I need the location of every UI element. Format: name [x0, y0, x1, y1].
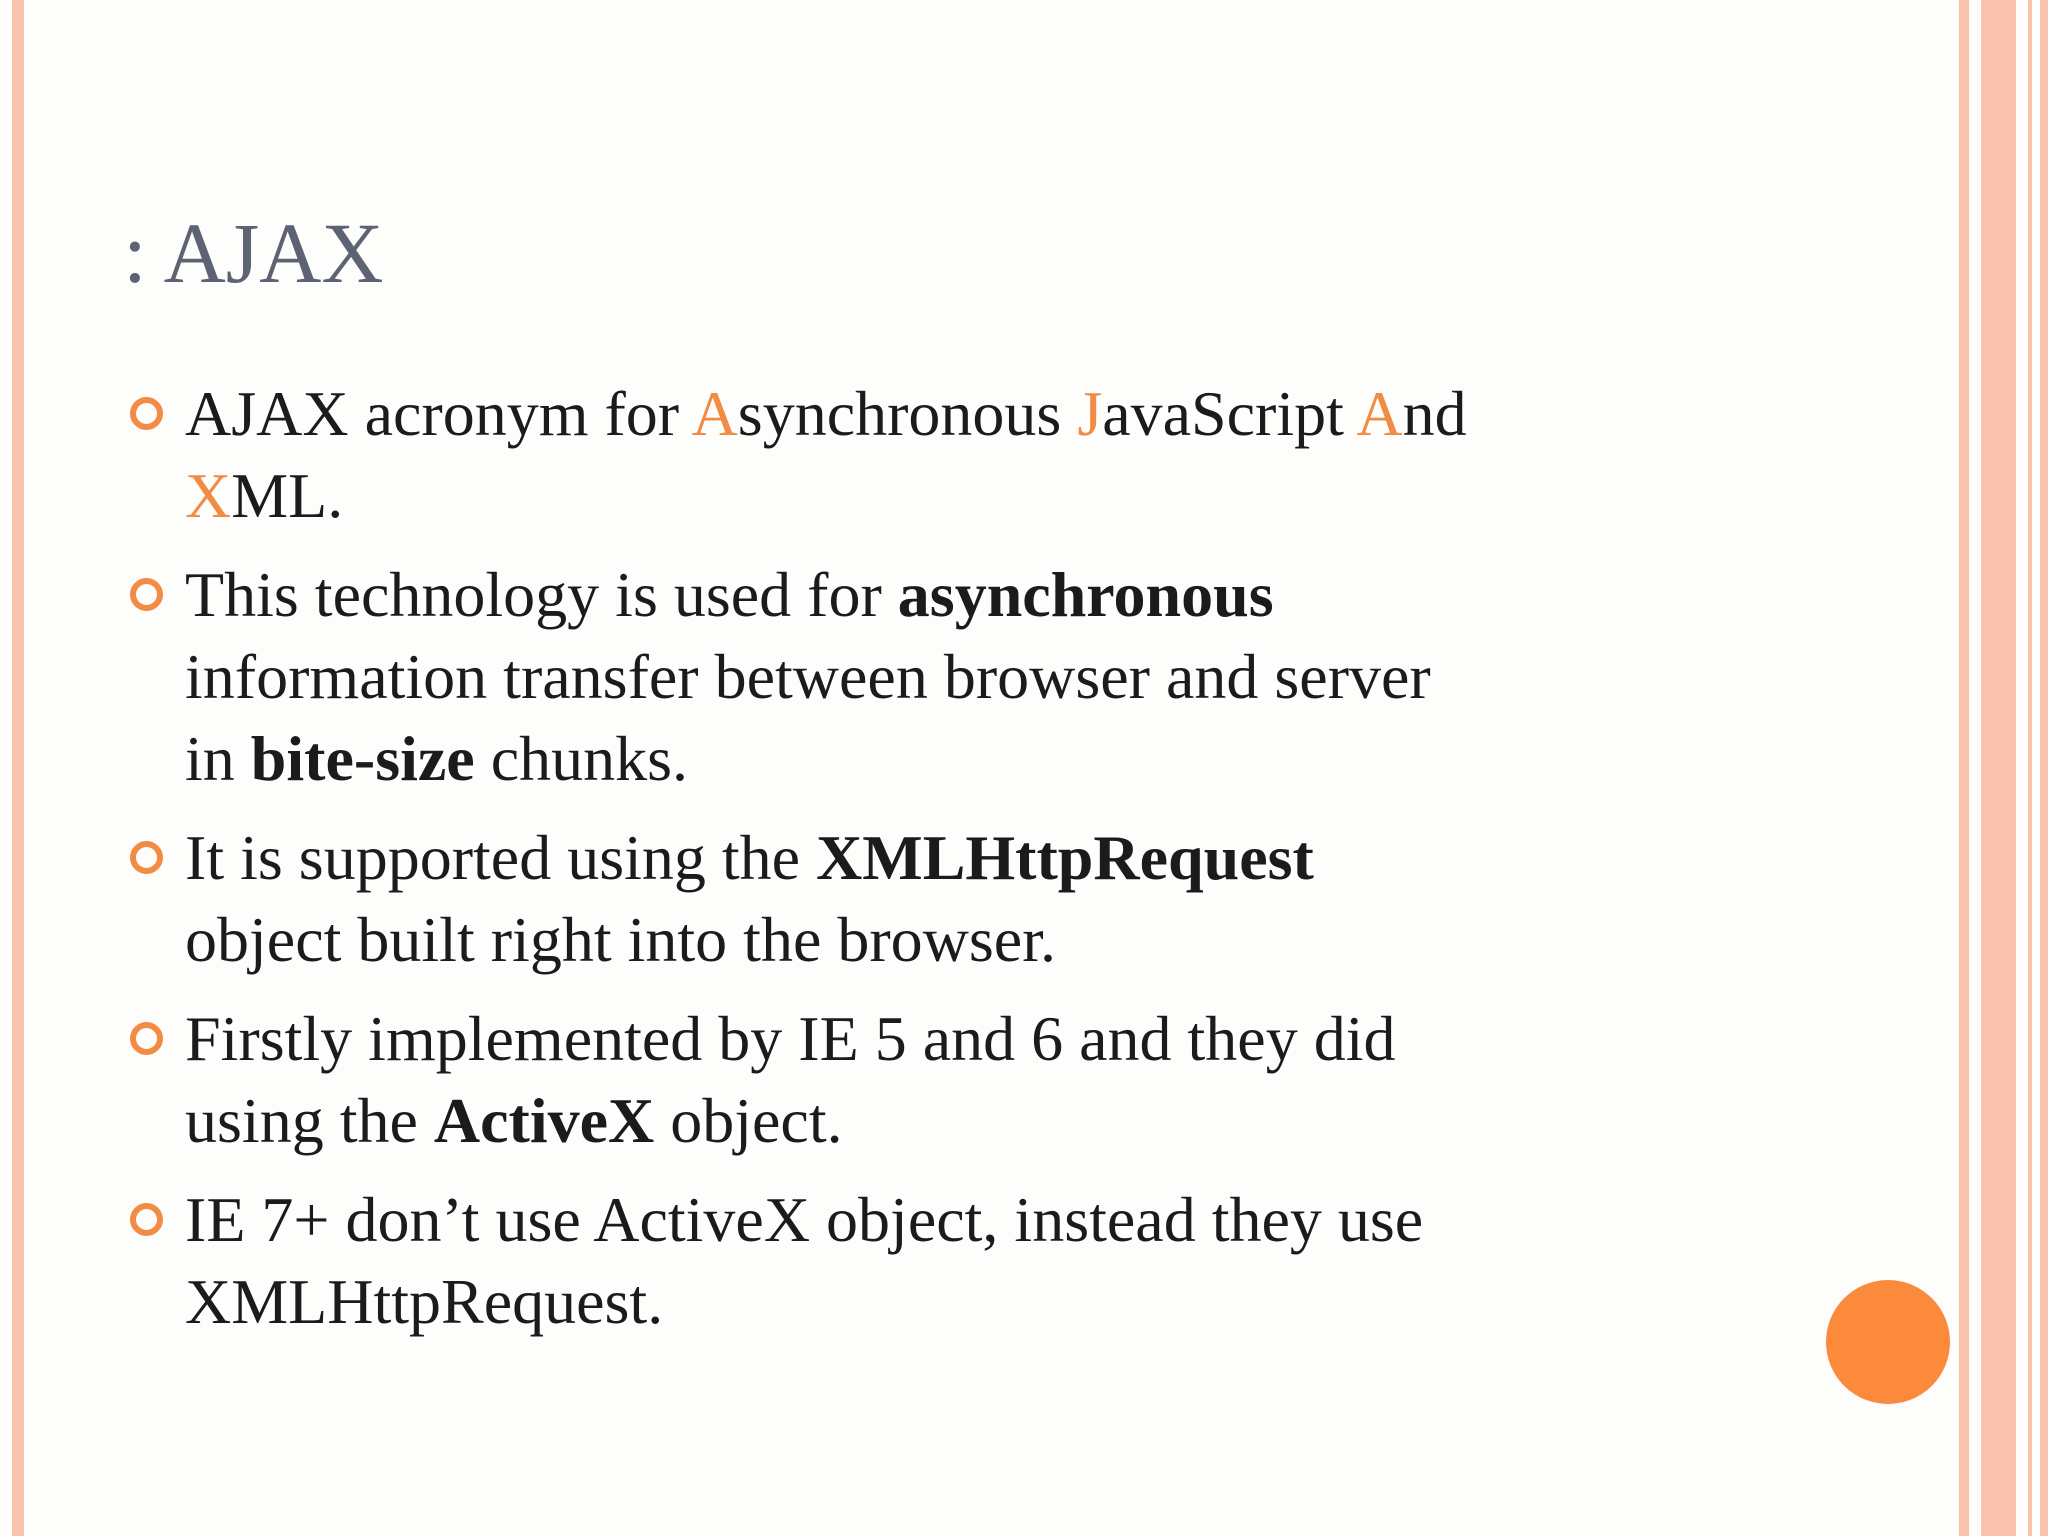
bullet-line — [185, 718, 1850, 800]
accent-letter: A — [1356, 378, 1403, 449]
bullet-line — [185, 1261, 1850, 1343]
bullet-line — [185, 455, 1850, 537]
bullet-line — [185, 817, 1850, 899]
bullet-line — [185, 554, 1850, 636]
text: chunks. — [474, 723, 688, 794]
bullet-line — [185, 899, 1850, 981]
bold-term: bite-size — [250, 723, 475, 794]
text: synchronous — [737, 378, 1078, 449]
bullet-line — [185, 1179, 1850, 1261]
text: object built right into the browser. — [185, 904, 1056, 975]
text: object. — [654, 1085, 843, 1156]
bold-term: ActiveX — [433, 1085, 655, 1156]
text: information transfer between browser and server — [185, 641, 1431, 712]
bullet-ring-icon — [130, 578, 163, 611]
slide-title: : AJAX — [123, 205, 384, 301]
text: XMLHttpRequest. — [185, 1266, 664, 1337]
text: ML. — [231, 460, 344, 531]
right-border-stripe — [1959, 0, 1969, 1536]
bullet-ring-icon — [130, 1203, 163, 1236]
accent-letter: J — [1077, 378, 1103, 449]
right-border-stripe — [1981, 0, 2016, 1536]
text: Firstly implemented by IE 5 and 6 and they did — [185, 1003, 1396, 1074]
bullet-line — [185, 998, 1850, 1080]
decorative-orange-circle — [1826, 1280, 1950, 1404]
bullet-ajax-acronym — [0, 373, 1850, 537]
bold-term: XMLHttpRequest — [816, 822, 1314, 893]
bold-term: asynchronous — [897, 559, 1274, 630]
bullet-ring-icon — [130, 397, 163, 430]
bullet-ring-icon — [130, 841, 163, 874]
bullet-line — [185, 373, 1850, 455]
right-border-stripe — [2040, 0, 2048, 1536]
text: nd — [1402, 378, 1467, 449]
bullet-xmlhttprequest-support — [0, 817, 1850, 981]
bullet-async-transfer — [0, 554, 1850, 800]
accent-letter: A — [691, 378, 738, 449]
bullet-ie7-xmlhttprequest — [0, 1179, 1850, 1343]
text: It is supported using the — [185, 822, 817, 893]
accent-letter: X — [185, 460, 232, 531]
right-border-stripe — [2028, 0, 2032, 1536]
bullet-ie-activex — [0, 998, 1850, 1162]
text: using the — [185, 1085, 434, 1156]
text: in — [185, 723, 251, 794]
bullet-list — [0, 373, 1850, 1360]
text: This technology is used for — [185, 559, 898, 630]
text: avaScript — [1102, 378, 1357, 449]
bullet-line — [185, 636, 1850, 718]
text: AJAX acronym for — [185, 378, 692, 449]
bullet-line — [185, 1080, 1850, 1162]
text: IE 7+ don’t use ActiveX object, instead they use — [185, 1184, 1424, 1255]
bullet-ring-icon — [130, 1022, 163, 1055]
